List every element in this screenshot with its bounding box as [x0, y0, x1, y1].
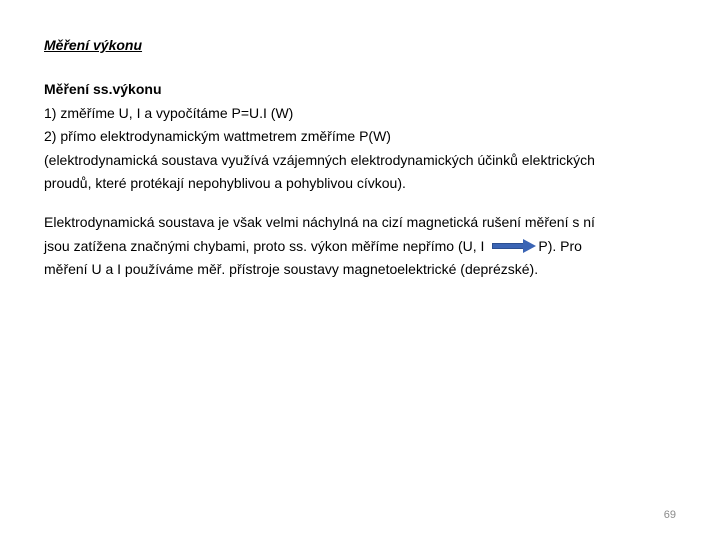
text-block-paragraph [44, 211, 595, 282]
paragraph-line: Elektrodynamická soustava je však velmi náchylná na cizí magnetická rušení měření s ní [44, 214, 595, 230]
subheading: Měření ss.výkonu [44, 81, 162, 97]
text-block-measurement [44, 78, 595, 196]
list-item: 1) změříme U, I a vypočítáme P=U.I (W) [44, 104, 294, 121]
paragraph-line: měření U a I používáme měř. přístroje soustavy magnetoelektrické (deprézské). [44, 261, 539, 277]
slide-heading: Měření výkonu [44, 37, 143, 53]
note-line: proudů, které protékají nepohyblivou a pohyblivou cívkou). [44, 175, 406, 191]
paragraph-line-text: P). Pro [538, 237, 582, 254]
page-number: 69 [663, 509, 676, 521]
note-line: (elektrodynamická soustava využívá vzájemných elektrodynamických účinků elektrických [44, 151, 595, 168]
right-arrow-icon [492, 239, 536, 253]
list-item: 2) přímo elektrodynamickým wattmetrem změříme P(W) [44, 128, 391, 144]
paragraph-line-text: jsou zatížena značnými chybami, proto ss. výkon měříme nepřímo (U, I [44, 237, 485, 254]
paragraph-line [44, 235, 595, 259]
